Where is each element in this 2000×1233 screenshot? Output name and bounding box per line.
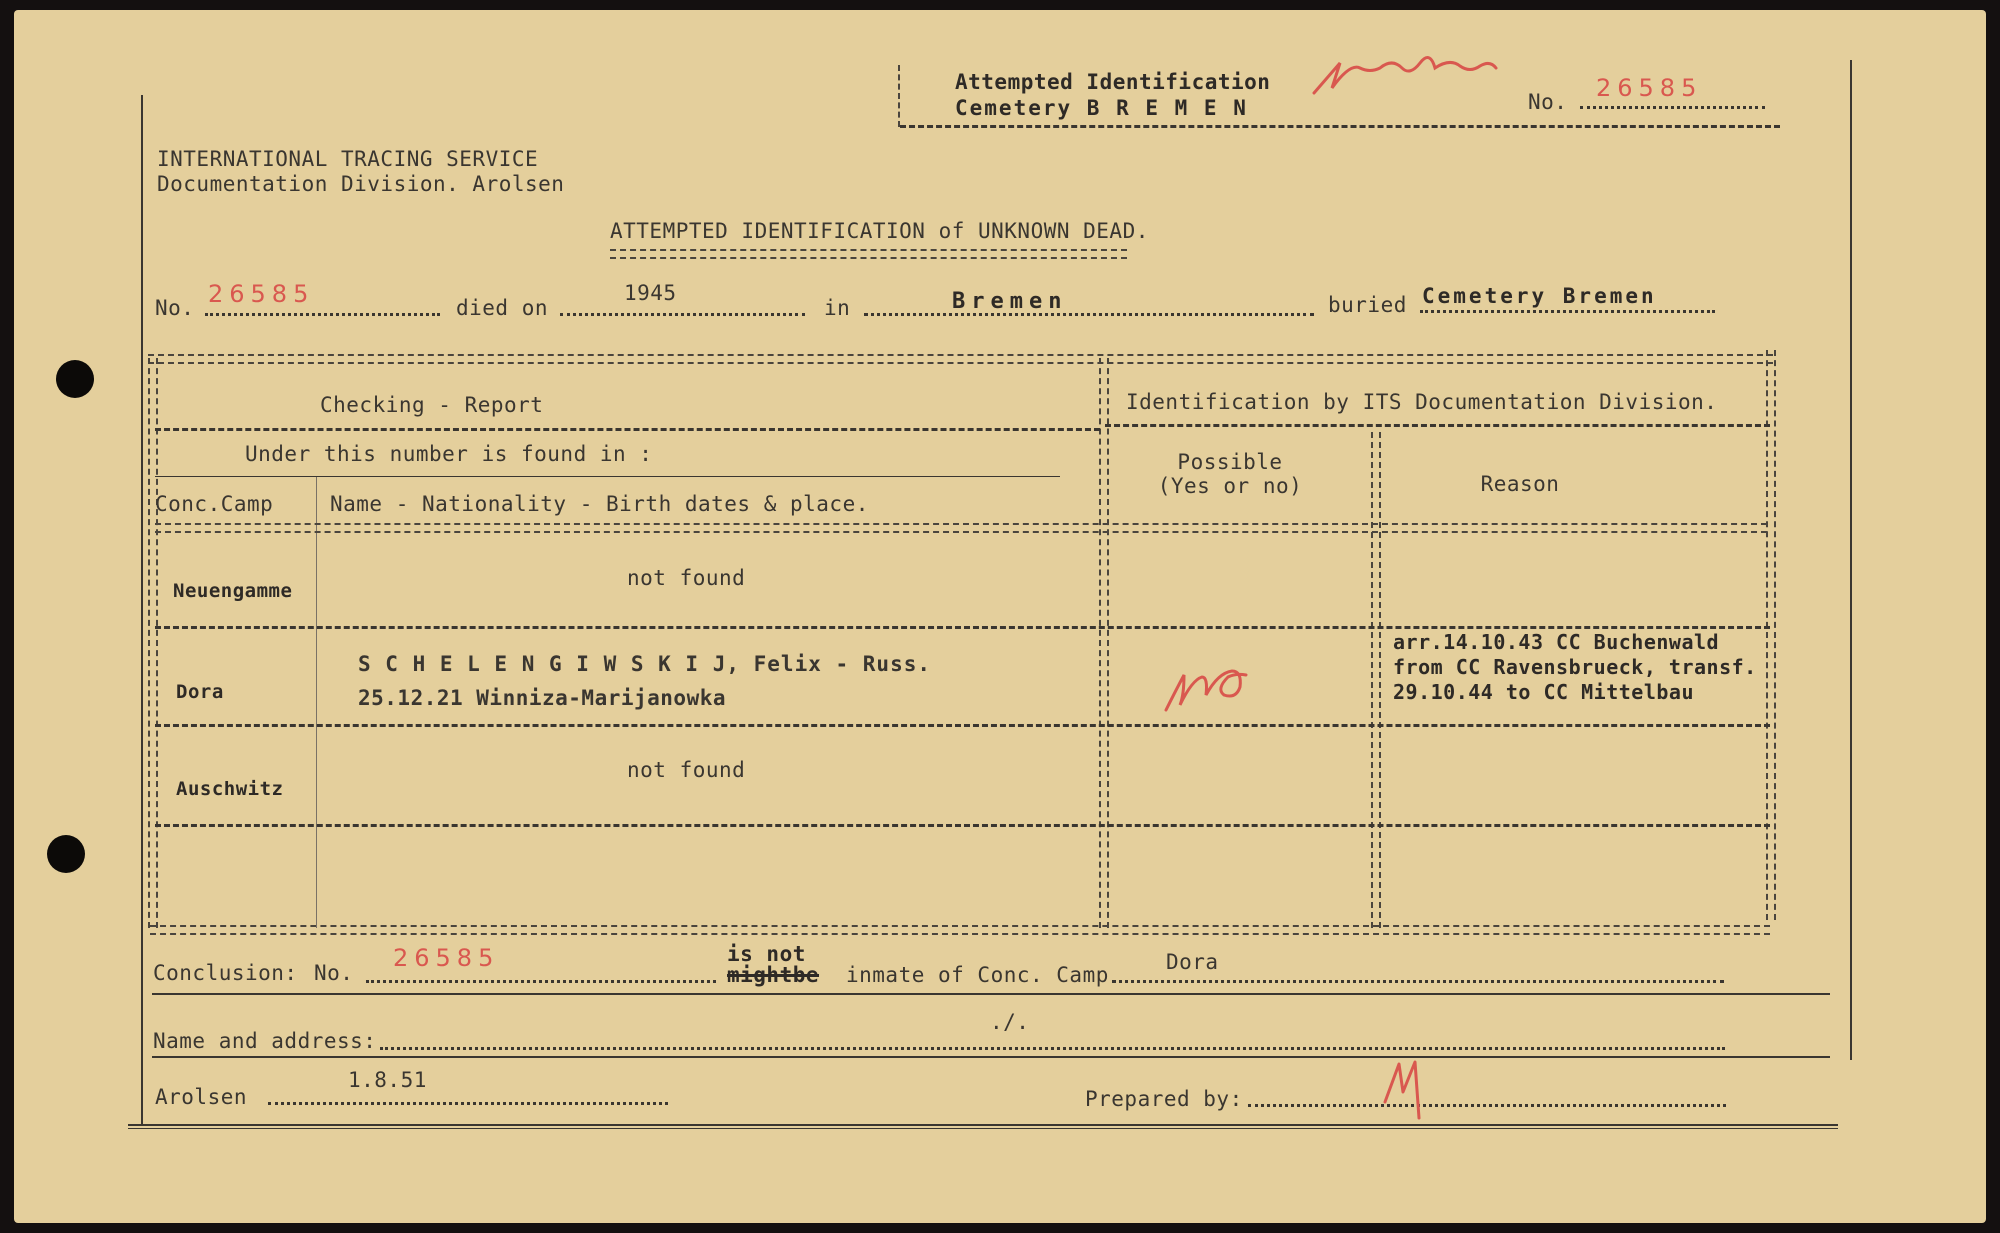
card-bottom-border: [128, 1124, 1838, 1126]
handwritten-none: [1310, 38, 1500, 102]
no-label: No.: [155, 296, 195, 320]
table-row-2-reason-3: 29.10.44 to CC Mittelbau: [1393, 680, 1694, 704]
table-divider-main: [1099, 358, 1109, 928]
col-camp-header: Conc.Camp: [155, 492, 274, 516]
table-divider-camp: [316, 476, 317, 928]
row1-bottom: [155, 626, 1770, 629]
conclusion-rule: [152, 993, 1830, 995]
card-bottom-border-2: [128, 1128, 1838, 1129]
header-no-dots: [1580, 106, 1765, 109]
identification-heading: Identification by ITS Documentation Division.: [1126, 390, 1718, 414]
table-row-2-name-line1: S C H E L E N G I W S K I J, Felix - Russ.: [358, 652, 932, 676]
conclusion-no-dots: [366, 980, 716, 983]
name-address-value: ./.: [990, 1010, 1030, 1034]
in-value: Bremen: [952, 289, 1068, 314]
table-row-2-name-line2: 25.12.21 Winniza-Marijanowka: [358, 686, 727, 710]
table-row-1-name: not found: [627, 566, 746, 590]
conclusion-is-not: is not: [727, 942, 806, 966]
table-header-line1-right: [1105, 424, 1770, 427]
table-bottom-border: [150, 925, 1770, 935]
conclusion-camp: Dora: [1166, 950, 1219, 974]
conclusion-label: Conclusion:: [153, 961, 298, 985]
table-row-2-reason-2: from CC Ravensbrueck, transf.: [1393, 655, 1757, 679]
conclusion-no-value: 26585: [393, 944, 500, 972]
in-dots: [864, 313, 1314, 316]
card-right-border: [1850, 60, 1852, 1060]
table-header-line1: [155, 428, 1100, 431]
prepared-by-dots: [1248, 1104, 1726, 1107]
org-line2: Documentation Division. Arolsen: [157, 172, 565, 196]
under-number-label: Under this number is found in :: [245, 442, 653, 466]
header-no-value: 26585: [1596, 74, 1703, 102]
buried-dots: [1420, 310, 1715, 313]
table-right-border: [1766, 350, 1776, 920]
table-row-2-camp: Dora: [176, 681, 224, 703]
table-header-bottom: [155, 523, 1767, 533]
name-address-label: Name and address:: [153, 1029, 377, 1053]
header-box-bottom: [900, 125, 1780, 128]
footer-place: Arolsen: [155, 1085, 248, 1109]
died-dots: [560, 313, 805, 316]
conclusion-struck: mightbe: [727, 963, 820, 987]
footer-date-dots: [268, 1102, 668, 1105]
row3-bottom: [155, 824, 1770, 827]
table-header-line2: [155, 476, 1060, 477]
conclusion-inmate-label: inmate of Conc. Camp: [846, 963, 1109, 987]
col-possible-header-2: (Yes or no): [1157, 474, 1303, 498]
form-title: ATTEMPTED IDENTIFICATION of UNKNOWN DEAD.: [610, 219, 1149, 243]
conclusion-camp-dots: [1112, 980, 1724, 983]
card-left-border: [141, 95, 143, 1125]
died-label: died on: [456, 296, 549, 320]
prepared-by-label: Prepared by:: [1085, 1087, 1243, 1111]
in-label: in: [824, 296, 851, 320]
org-line1: INTERNATIONAL TRACING SERVICE: [157, 147, 539, 171]
punch-hole-bottom: [47, 835, 85, 873]
table-top-border: [148, 354, 1773, 364]
buried-value: Cemetery Bremen: [1422, 284, 1657, 308]
row2-bottom: [155, 724, 1770, 727]
header-box-line1: Attempted Identification: [955, 70, 1271, 94]
table-divider-reason: [1371, 432, 1381, 928]
header-box-left: [898, 65, 900, 127]
table-left-border: [148, 358, 158, 928]
table-row-3-name: not found: [627, 758, 746, 782]
buried-label: buried: [1328, 293, 1407, 317]
table-row-1-camp: Neuengamme: [173, 580, 293, 602]
header-no-label: No.: [1528, 90, 1568, 114]
handwritten-initial: [1375, 1052, 1435, 1126]
died-value: 1945: [624, 281, 677, 305]
name-address-rule: [152, 1056, 1830, 1058]
name-address-dots: [380, 1047, 1725, 1050]
checking-report-heading: Checking - Report: [320, 393, 544, 417]
header-box-line2: Cemetery B R E M E N: [955, 96, 1248, 120]
col-reason-header: Reason: [1480, 472, 1560, 496]
table-row-2-reason-1: arr.14.10.43 CC Buchenwald: [1393, 630, 1720, 654]
no-dots: [205, 313, 440, 316]
handwritten-no: [1162, 655, 1272, 719]
title-underline: [610, 249, 1127, 259]
no-value: 26585: [208, 280, 315, 308]
table-row-3-camp: Auschwitz: [176, 778, 284, 800]
footer-date: 1.8.51: [348, 1068, 427, 1092]
col-possible-header-1: Possible: [1177, 450, 1283, 474]
col-name-header: Name - Nationality - Birth dates & place.: [330, 492, 869, 516]
conclusion-no-label: No.: [314, 961, 354, 985]
punch-hole-top: [56, 360, 94, 398]
